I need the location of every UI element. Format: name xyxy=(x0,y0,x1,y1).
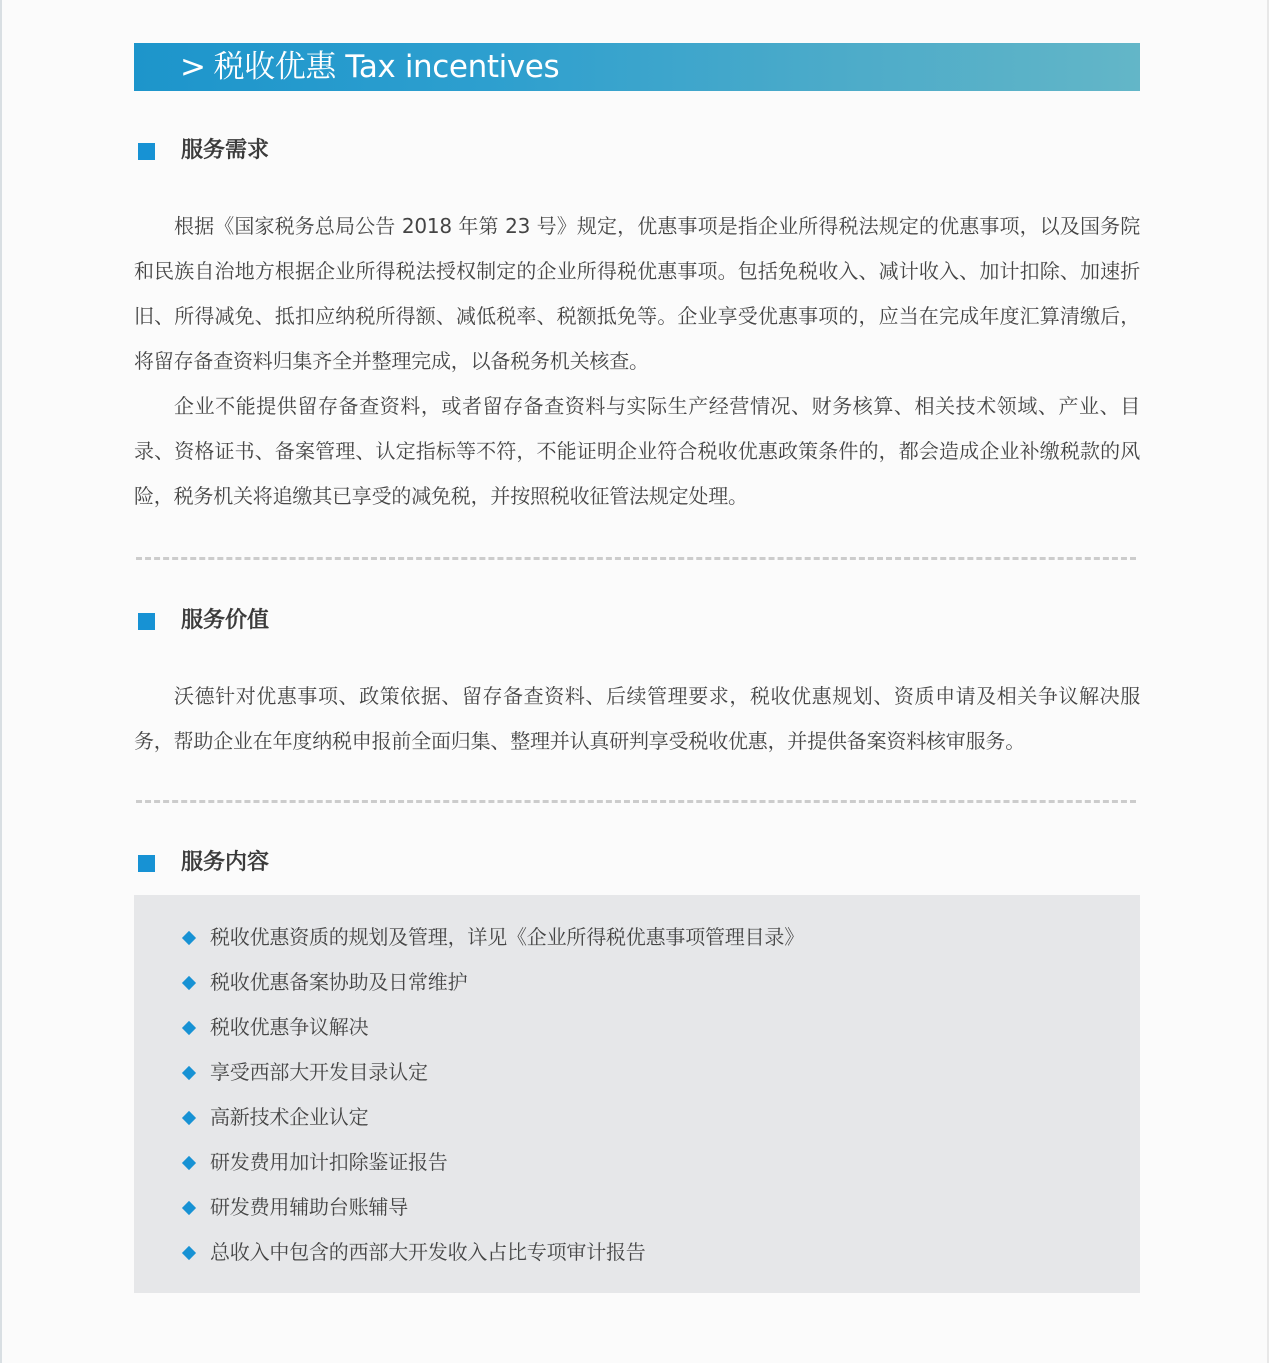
list-item xyxy=(134,1095,1140,1140)
list-item xyxy=(134,1005,1140,1050)
paragraph-demand-2: 企业不能提供留存备查资料，或者留存备查资料与实际生产经营情况、财务核算、相关技术领域、产业、目录、资格证书、备案管理、认定指标等不符，不能证明企业符合税收优惠政策条件的，都会造成企业补缴税款的风险，税务机关将追缴其已享受的减免税，并按照税收征管法规定处理。 xyxy=(134,394,1140,508)
chevron-right-icon: > xyxy=(180,49,206,85)
service-demand-heading xyxy=(138,136,1140,166)
square-icon xyxy=(138,143,155,160)
diamond-icon xyxy=(182,930,196,944)
square-icon xyxy=(138,855,155,872)
section-title-value: 服务价值 xyxy=(181,608,270,633)
page-left-edge xyxy=(0,0,2,1363)
diamond-icon xyxy=(182,1200,196,1214)
list-item-text: 总收入中包含的西部大开发收入占比专项审计报告 xyxy=(210,1240,646,1264)
list-item-text: 享受西部大开发目录认定 xyxy=(210,1060,428,1084)
tax-incentives-section xyxy=(134,43,1140,1293)
list-item-text: 研发费用加计扣除鉴证报告 xyxy=(210,1150,448,1174)
list-item xyxy=(134,960,1140,1005)
list-item-text: 税收优惠资质的规划及管理，详见《企业所得税优惠事项管理目录》 xyxy=(210,925,804,949)
paragraph-demand-1: 根据《国家税务总局公告 2018 年第 23 号》规定，优惠事项是指企业所得税法规定的优惠事项，以及国务院和民族自治地方根据企业所得税法授权制定的企业所得税优惠事项。包括免税收入、减计收入、加计扣除、加速折旧、所得减免、抵扣应纳税所得额、减低税率、税额抵免等。企业享受优惠事项的，应当在完成年度汇算清缴后，将留存备查资料归集齐全并整理完成，以备税务机关核查。 xyxy=(134,214,1140,373)
diamond-icon xyxy=(182,1155,196,1169)
diamond-icon xyxy=(182,1020,196,1034)
title-text: 税收优惠 Tax incentives xyxy=(213,49,560,85)
diamond-icon xyxy=(182,1065,196,1079)
paragraph-value: 沃德针对优惠事项、政策依据、留存备查资料、后续管理要求，税收优惠规划、资质申请及相关争议解决服务，帮助企业在年度纳税申报前全面归集、整理并认真研判享受税收优惠，并提供备案资料核审服务。 xyxy=(134,684,1140,753)
square-icon xyxy=(138,613,155,630)
list-item-text: 税收优惠争议解决 xyxy=(210,1015,369,1039)
service-demand-text xyxy=(134,204,1140,519)
diamond-icon xyxy=(182,1245,196,1259)
list-item-text: 高新技术企业认定 xyxy=(210,1105,369,1129)
list-item xyxy=(134,1140,1140,1185)
list-item-text: 税收优惠备案协助及日常维护 xyxy=(210,970,468,994)
diamond-icon xyxy=(182,1110,196,1124)
service-content-heading xyxy=(138,848,1140,878)
service-content-list xyxy=(134,895,1140,1293)
service-value-heading xyxy=(138,606,1140,636)
list-item xyxy=(134,1185,1140,1230)
diamond-icon xyxy=(182,975,196,989)
section-title-content: 服务内容 xyxy=(181,850,270,875)
list-item xyxy=(134,1230,1140,1275)
list-item xyxy=(134,1050,1140,1095)
list-item xyxy=(134,915,1140,960)
title-banner xyxy=(134,43,1140,91)
service-value-text xyxy=(134,674,1140,764)
section-title-demand: 服务需求 xyxy=(181,138,270,163)
list-item-text: 研发费用辅助台账辅导 xyxy=(210,1195,408,1219)
